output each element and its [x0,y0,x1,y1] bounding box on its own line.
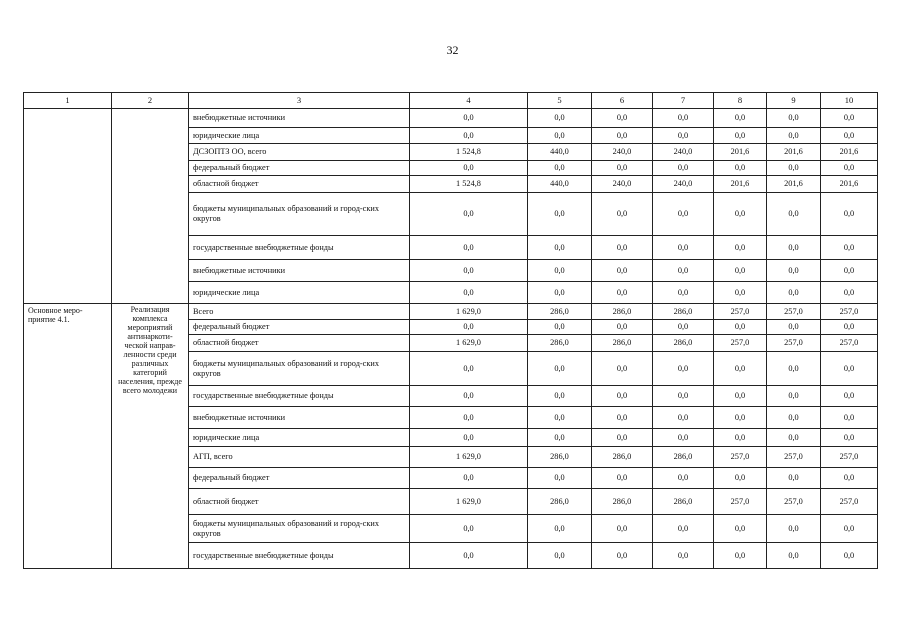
value-cell: 0,0 [528,282,592,304]
value-cell: 0,0 [592,161,653,176]
value-cell: 201,6 [714,144,767,161]
value-cell: 0,0 [528,429,592,447]
value-cell: 240,0 [653,144,714,161]
value-cell: 286,0 [653,335,714,352]
value-cell: 0,0 [653,429,714,447]
funding-source-label: внебюджетные источники [189,260,410,282]
value-cell: 0,0 [653,320,714,335]
page-number: 32 [446,43,459,57]
value-cell: 0,0 [767,352,821,386]
funding-source-label: юридические лица [189,282,410,304]
funding-source-label: областной бюджет [189,489,410,515]
value-cell: 201,6 [714,176,767,193]
value-cell: 0,0 [714,429,767,447]
value-cell: 0,0 [528,407,592,429]
value-cell: 0,0 [821,282,878,304]
value-cell: 240,0 [653,176,714,193]
value-cell: 0,0 [767,320,821,335]
value-cell: 1 629,0 [410,447,528,468]
value-cell: 0,0 [653,128,714,144]
value-cell: 257,0 [821,447,878,468]
value-cell: 0,0 [592,128,653,144]
value-cell: 0,0 [767,429,821,447]
value-cell: 0,0 [767,386,821,407]
value-cell: 286,0 [528,489,592,515]
value-cell: 0,0 [821,543,878,569]
value-cell: 286,0 [528,447,592,468]
value-cell: 0,0 [592,260,653,282]
value-cell: 1 629,0 [410,304,528,320]
value-cell: 0,0 [821,468,878,489]
value-cell: 0,0 [653,236,714,260]
value-cell: 0,0 [653,109,714,128]
value-cell: 0,0 [821,515,878,543]
value-cell: 0,0 [528,515,592,543]
value-cell: 0,0 [767,468,821,489]
value-cell: 0,0 [767,260,821,282]
value-cell: 0,0 [528,468,592,489]
value-cell: 0,0 [528,161,592,176]
value-cell: 0,0 [714,161,767,176]
value-cell: 286,0 [592,304,653,320]
value-cell: 0,0 [410,386,528,407]
value-cell: 0,0 [410,161,528,176]
value-cell: 0,0 [410,109,528,128]
table-row [24,304,878,320]
value-cell: 0,0 [410,515,528,543]
value-cell: 0,0 [410,236,528,260]
value-cell: 0,0 [410,320,528,335]
value-cell: 0,0 [714,352,767,386]
value-cell: 0,0 [592,386,653,407]
funding-source-label: федеральный бюджет [189,468,410,489]
value-cell: 240,0 [592,176,653,193]
header-row [24,93,878,109]
value-cell: 0,0 [821,193,878,236]
value-cell: 286,0 [528,335,592,352]
value-cell: 0,0 [410,282,528,304]
value-cell: 257,0 [767,447,821,468]
value-cell: 286,0 [653,304,714,320]
value-cell: 240,0 [592,144,653,161]
value-cell: 286,0 [592,335,653,352]
value-cell: 0,0 [592,193,653,236]
value-cell: 257,0 [767,304,821,320]
value-cell: 440,0 [528,144,592,161]
value-cell: 0,0 [653,260,714,282]
value-cell: 0,0 [528,193,592,236]
value-cell: 0,0 [821,128,878,144]
value-cell: 0,0 [653,515,714,543]
value-cell: 0,0 [821,161,878,176]
value-cell: 257,0 [767,335,821,352]
funding-source-label: внебюджетные источники [189,407,410,429]
value-cell: 0,0 [410,352,528,386]
value-cell: 286,0 [592,489,653,515]
value-cell: 0,0 [592,320,653,335]
value-cell: 0,0 [592,109,653,128]
header-cell: 7 [653,93,714,109]
value-cell: 0,0 [410,128,528,144]
value-cell: 0,0 [821,236,878,260]
value-cell: 0,0 [767,407,821,429]
funding-source-label: государственные внебюджетные фонды [189,543,410,569]
measure-description-cell [112,109,189,304]
funding-source-label: АГП, всего [189,447,410,468]
value-cell: 0,0 [592,515,653,543]
value-cell: 0,0 [653,352,714,386]
value-cell: 201,6 [821,144,878,161]
value-cell: 0,0 [767,282,821,304]
funding-source-label: внебюджетные источники [189,109,410,128]
value-cell: 0,0 [767,193,821,236]
value-cell: 0,0 [714,128,767,144]
value-cell: 0,0 [653,282,714,304]
value-cell: 0,0 [653,543,714,569]
value-cell: 0,0 [528,109,592,128]
value-cell: 0,0 [528,128,592,144]
budget-table [23,92,878,569]
value-cell: 0,0 [528,320,592,335]
measure-name-cell [24,109,112,304]
funding-source-label: ДСЗОПТЗ ОО, всего [189,144,410,161]
value-cell: 0,0 [653,161,714,176]
value-cell: 0,0 [410,429,528,447]
value-cell: 257,0 [821,489,878,515]
value-cell: 0,0 [714,109,767,128]
value-cell: 257,0 [714,447,767,468]
value-cell: 201,6 [767,144,821,161]
value-cell: 440,0 [528,176,592,193]
value-cell: 0,0 [821,320,878,335]
value-cell: 0,0 [410,193,528,236]
header-cell: 1 [24,93,112,109]
header-cell: 5 [528,93,592,109]
value-cell: 0,0 [714,468,767,489]
value-cell: 0,0 [653,407,714,429]
value-cell: 257,0 [714,304,767,320]
value-cell: 0,0 [714,260,767,282]
value-cell: 0,0 [410,407,528,429]
value-cell: 0,0 [528,260,592,282]
funding-source-label: Всего [189,304,410,320]
value-cell: 0,0 [821,407,878,429]
value-cell: 0,0 [653,193,714,236]
header-cell: 4 [410,93,528,109]
value-cell: 0,0 [592,407,653,429]
header-cell: 6 [592,93,653,109]
funding-source-label: юридические лица [189,429,410,447]
funding-source-label: государственные внебюджетные фонды [189,386,410,407]
value-cell: 0,0 [592,468,653,489]
table-body [24,93,878,569]
value-cell: 286,0 [653,447,714,468]
header-cell: 10 [821,93,878,109]
value-cell: 0,0 [528,352,592,386]
table-row [24,109,878,128]
value-cell: 0,0 [592,543,653,569]
value-cell: 257,0 [714,489,767,515]
value-cell: 0,0 [714,193,767,236]
value-cell: 0,0 [767,109,821,128]
value-cell: 0,0 [714,282,767,304]
funding-source-label: бюджеты муниципальных образований и город-ских округов [189,515,410,543]
value-cell: 1 524,8 [410,176,528,193]
measure-name-cell: Основное меро-приятие 4.1. [24,304,112,569]
value-cell: 0,0 [592,282,653,304]
value-cell: 0,0 [714,543,767,569]
value-cell: 0,0 [592,429,653,447]
value-cell: 201,6 [821,176,878,193]
header-cell: 8 [714,93,767,109]
value-cell: 286,0 [592,447,653,468]
value-cell: 0,0 [821,429,878,447]
funding-source-label: областной бюджет [189,176,410,193]
value-cell: 1 629,0 [410,489,528,515]
funding-source-label: федеральный бюджет [189,320,410,335]
value-cell: 257,0 [714,335,767,352]
value-cell: 0,0 [592,352,653,386]
value-cell: 0,0 [821,386,878,407]
value-cell: 257,0 [821,304,878,320]
value-cell: 0,0 [410,543,528,569]
value-cell: 286,0 [653,489,714,515]
funding-source-label: бюджеты муниципальных образований и город-ских округов [189,352,410,386]
value-cell: 0,0 [821,352,878,386]
funding-source-label: юридические лица [189,128,410,144]
funding-source-label: федеральный бюджет [189,161,410,176]
value-cell: 0,0 [714,386,767,407]
value-cell: 0,0 [714,515,767,543]
value-cell: 0,0 [767,128,821,144]
value-cell: 0,0 [653,386,714,407]
value-cell: 1 524,8 [410,144,528,161]
funding-source-label: государственные внебюджетные фонды [189,236,410,260]
funding-source-label: бюджеты муниципальных образований и город-ских округов [189,193,410,236]
funding-source-label: областной бюджет [189,335,410,352]
value-cell: 0,0 [410,468,528,489]
header-cell: 9 [767,93,821,109]
value-cell: 0,0 [528,386,592,407]
value-cell: 0,0 [528,236,592,260]
value-cell: 286,0 [528,304,592,320]
value-cell: 0,0 [528,543,592,569]
measure-description-cell: Реализация комплекса мероприятий антинаркоти-ческой направ-ленности среди различных категорий населения, прежде всего молодежи [112,304,189,569]
value-cell: 257,0 [767,489,821,515]
value-cell: 0,0 [714,407,767,429]
value-cell: 0,0 [821,260,878,282]
value-cell: 0,0 [714,236,767,260]
value-cell: 0,0 [821,109,878,128]
value-cell: 0,0 [653,468,714,489]
header-cell: 2 [112,93,189,109]
value-cell: 0,0 [592,236,653,260]
value-cell: 0,0 [714,320,767,335]
value-cell: 0,0 [767,161,821,176]
value-cell: 201,6 [767,176,821,193]
value-cell: 0,0 [767,236,821,260]
value-cell: 0,0 [767,543,821,569]
header-cell: 3 [189,93,410,109]
value-cell: 1 629,0 [410,335,528,352]
value-cell: 257,0 [821,335,878,352]
value-cell: 0,0 [410,260,528,282]
value-cell: 0,0 [767,515,821,543]
